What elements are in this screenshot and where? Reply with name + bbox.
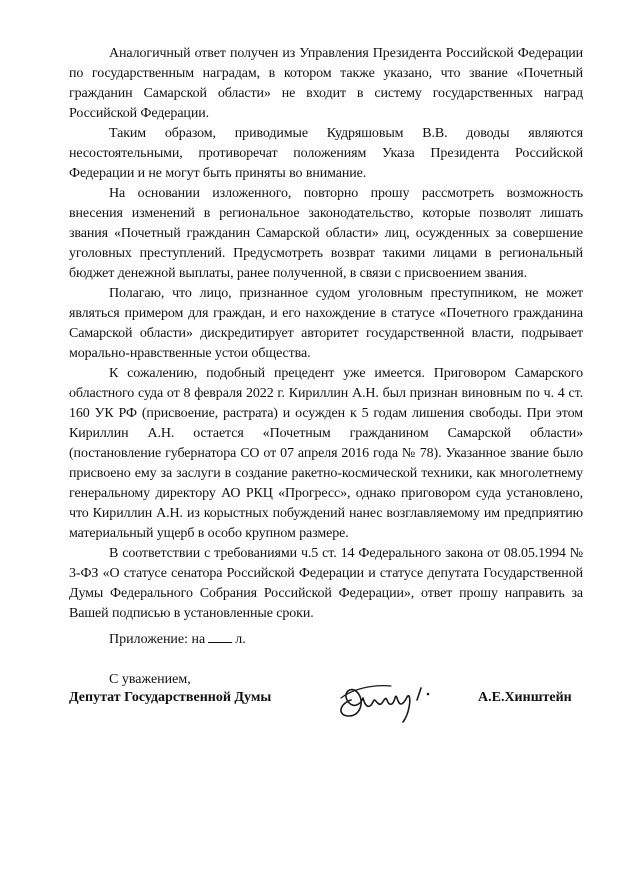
attachment-prefix: Приложение: на xyxy=(109,632,206,647)
attachment-blank xyxy=(208,630,232,643)
paragraph-arguments-rejected: Таким образом, приводимые Кудряшовым В.В. доводы являются несостоятельными, противоречат положениям Указа Президента Российской Федерации и не могут быть приняты во внимание. xyxy=(69,126,583,181)
paragraph-discredit: Полагаю, что лицо, признанное судом уголовным преступником, не может являться примером для граждан, и его нахождение в статусе «Почетного гражданина Самарской области» дискредитирует авторитет государственной власти, подрывает морально-нравственные устои общества. xyxy=(69,286,583,361)
paragraph-request-legislation: На основании изложенного, повторно прошу рассмотреть возможность внесения изменений в региональное законодательство, которые позволят лишать звания «Почетный гражданин Самарской области» лиц, осужденных за совершение уголовных преступлений. Предусмотреть возврат такими лицами в региональный бюджет денежной выплаты, ранее полученной, в связи с присвоением звания. xyxy=(69,186,583,281)
paragraph-precedent: К сожалению, подобный прецедент уже имеется. Приговором Самарского областного суда от 8 февраля 2022 г. Кириллин А.Н. был признан виновным по ч. 4 ст. 160 УК РФ (присвоение, растрата) и осужден к 5 годам лишения свободы. При этом Кириллин А.Н. остается «Почетным гражданином Самарской области» (постановление губернатора СО от 07 апреля 2016 года № 78). Указанное звание было присвоено ему за заслуги в создание ракетно-космической техники, как многолетнему генеральному директору АО РКЦ «Прогресс», однако приговором суда установлено, что Кириллин А.Н. из корыстных побуждений нанес возглавляемому им предприятию материальный ущерб в особо крупном размере. xyxy=(69,366,583,541)
attachment-line xyxy=(69,630,583,650)
closing-line: С уважением, xyxy=(109,672,191,687)
signature-block xyxy=(69,678,583,728)
signer-title: Депутат Государственной Думы xyxy=(69,690,272,705)
paragraph-awards-response: Аналогичный ответ получен из Управления Президента Российской Федерации по государственным наградам, в котором также указано, что звание «Почетный гражданин Самарской области» не входит в систему государственных наград Российской Федерации. xyxy=(69,46,583,121)
attachment-suffix: л. xyxy=(235,632,246,647)
paragraph-legal-basis: В соответствии с требованиями ч.5 ст. 14 Федерального закона от 08.05.1994 № 3-ФЗ «О статусе сенатора Российской Федерации и статусе депутата Государственной Думы Федерального Собрания Российской Федерации», ответ прошу направить за Вашей подписью в установленные сроки. xyxy=(69,546,583,621)
handwritten-signature xyxy=(331,670,441,726)
signer-name: А.Е.Хинштейн xyxy=(478,690,572,705)
letter-body xyxy=(69,44,583,690)
